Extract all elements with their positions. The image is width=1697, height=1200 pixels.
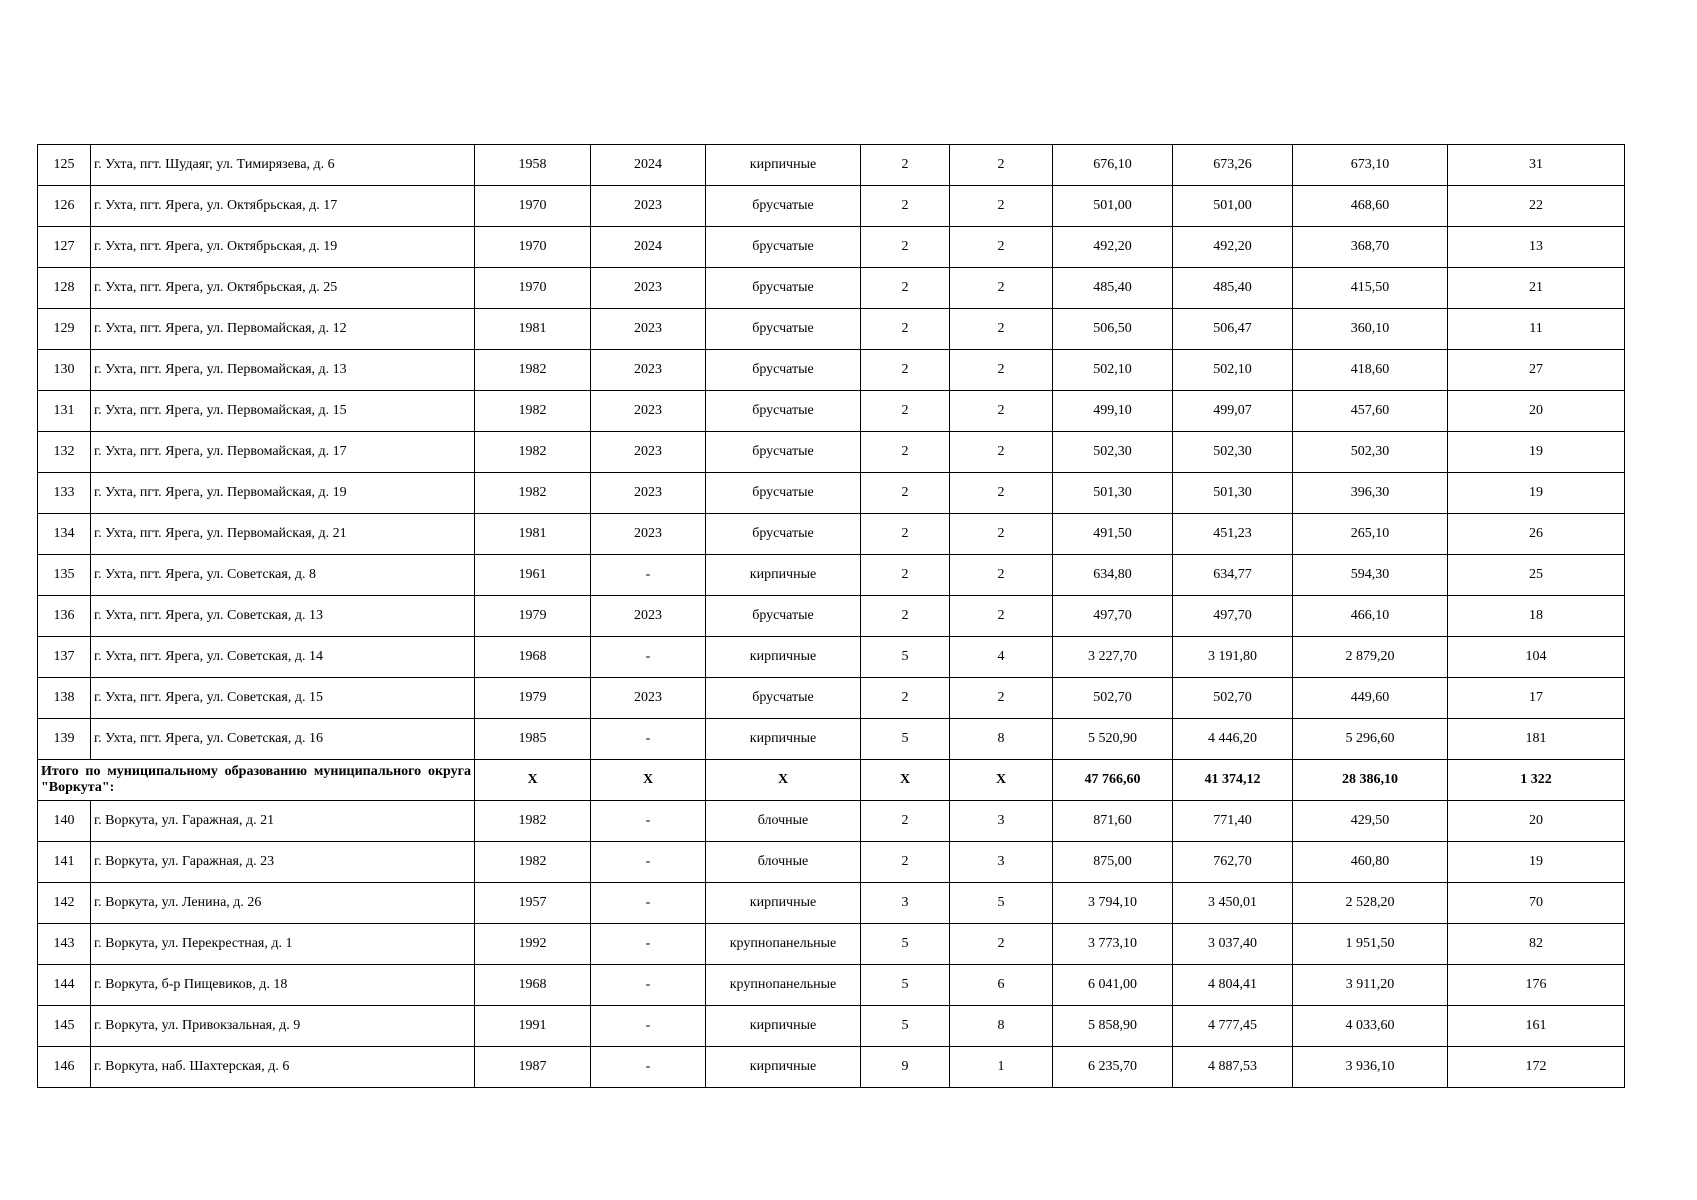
table-row (38, 719, 1625, 760)
cell-material: крупнопанельные (706, 965, 861, 1006)
cell-material: брусчатые (706, 227, 861, 268)
cell-area-living: 485,40 (1173, 268, 1293, 309)
cell-number: 144 (38, 965, 91, 1006)
cell-year-built: 1968 (475, 965, 591, 1006)
table-row (38, 637, 1625, 678)
cell-material: брусчатые (706, 268, 861, 309)
total-area-total: 47 766,60 (1053, 760, 1173, 801)
cell-number: 130 (38, 350, 91, 391)
cell-residents: 176 (1448, 965, 1625, 1006)
cell-area-living: 506,47 (1173, 309, 1293, 350)
cell-year-last: 2024 (591, 145, 706, 186)
cell-entrances: 2 (950, 473, 1053, 514)
table-row (38, 555, 1625, 596)
cell-area-private: 502,30 (1293, 432, 1448, 473)
cell-floors: 2 (861, 227, 950, 268)
cell-area-private: 466,10 (1293, 596, 1448, 637)
cell-year-built: 1961 (475, 555, 591, 596)
cell-number: 133 (38, 473, 91, 514)
cell-floors: 2 (861, 555, 950, 596)
cell-residents: 13 (1448, 227, 1625, 268)
cell-floors: 2 (861, 801, 950, 842)
cell-floors: 5 (861, 719, 950, 760)
total-label: Итого по муниципальному образованию муниципального округа "Воркута": (38, 760, 475, 801)
cell-area-total: 502,70 (1053, 678, 1173, 719)
cell-material: брусчатые (706, 678, 861, 719)
cell-number: 139 (38, 719, 91, 760)
cell-material: кирпичные (706, 637, 861, 678)
table-row (38, 432, 1625, 473)
cell-area-living: 634,77 (1173, 555, 1293, 596)
cell-area-total: 502,30 (1053, 432, 1173, 473)
cell-year-built: 1987 (475, 1047, 591, 1088)
cell-year-last: 2023 (591, 678, 706, 719)
cell-number: 142 (38, 883, 91, 924)
cell-residents: 19 (1448, 842, 1625, 883)
cell-material: блочные (706, 842, 861, 883)
table-row (38, 268, 1625, 309)
table-body-vorkuta (38, 801, 1625, 1088)
table-row (38, 186, 1625, 227)
cell-area-total: 634,80 (1053, 555, 1173, 596)
cell-area-private: 2 528,20 (1293, 883, 1448, 924)
cell-year-built: 1979 (475, 596, 591, 637)
cell-entrances: 8 (950, 719, 1053, 760)
cell-area-living: 502,10 (1173, 350, 1293, 391)
cell-entrances: 8 (950, 1006, 1053, 1047)
cell-entrances: 2 (950, 678, 1053, 719)
cell-number: 145 (38, 1006, 91, 1047)
cell-material: брусчатые (706, 473, 861, 514)
total-area-living: 41 374,12 (1173, 760, 1293, 801)
cell-year-last: - (591, 842, 706, 883)
cell-residents: 25 (1448, 555, 1625, 596)
table-body-ukhta (38, 145, 1625, 760)
cell-area-private: 265,10 (1293, 514, 1448, 555)
cell-address: г. Ухта, пгт. Шудаяг, ул. Тимирязева, д. 6 (91, 145, 475, 186)
cell-year-last: 2023 (591, 473, 706, 514)
cell-address: г. Ухта, пгт. Ярега, ул. Октябрьская, д. 17 (91, 186, 475, 227)
cell-address: г. Воркута, наб. Шахтерская, д. 6 (91, 1047, 475, 1088)
cell-area-living: 4 804,41 (1173, 965, 1293, 1006)
cell-residents: 21 (1448, 268, 1625, 309)
cell-floors: 9 (861, 1047, 950, 1088)
cell-area-living: 502,70 (1173, 678, 1293, 719)
cell-area-private: 1 951,50 (1293, 924, 1448, 965)
table-row (38, 1006, 1625, 1047)
table-row (38, 145, 1625, 186)
cell-year-last: - (591, 1006, 706, 1047)
cell-year-built: 1979 (475, 678, 591, 719)
table-row (38, 596, 1625, 637)
cell-year-built: 1970 (475, 227, 591, 268)
cell-area-living: 673,26 (1173, 145, 1293, 186)
cell-entrances: 2 (950, 555, 1053, 596)
cell-number: 131 (38, 391, 91, 432)
table-row (38, 924, 1625, 965)
cell-year-last: 2023 (591, 309, 706, 350)
cell-floors: 2 (861, 309, 950, 350)
cell-area-total: 5 520,90 (1053, 719, 1173, 760)
cell-residents: 27 (1448, 350, 1625, 391)
cell-number: 141 (38, 842, 91, 883)
cell-year-built: 1982 (475, 801, 591, 842)
cell-year-built: 1982 (475, 391, 591, 432)
cell-year-last: 2023 (591, 514, 706, 555)
cell-year-built: 1982 (475, 432, 591, 473)
cell-material: брусчатые (706, 350, 861, 391)
table-row (38, 801, 1625, 842)
table-row (38, 227, 1625, 268)
cell-residents: 20 (1448, 391, 1625, 432)
cell-year-last: 2023 (591, 596, 706, 637)
cell-number: 127 (38, 227, 91, 268)
cell-address: г. Воркута, ул. Гаражная, д. 23 (91, 842, 475, 883)
table-row (38, 309, 1625, 350)
cell-number: 136 (38, 596, 91, 637)
cell-address: г. Воркута, б-р Пищевиков, д. 18 (91, 965, 475, 1006)
cell-residents: 104 (1448, 637, 1625, 678)
cell-address: г. Ухта, пгт. Ярега, ул. Октябрьская, д. 19 (91, 227, 475, 268)
cell-year-built: 1968 (475, 637, 591, 678)
cell-area-living: 771,40 (1173, 801, 1293, 842)
cell-area-private: 396,30 (1293, 473, 1448, 514)
cell-year-last: - (591, 801, 706, 842)
cell-floors: 2 (861, 678, 950, 719)
cell-entrances: 2 (950, 309, 1053, 350)
table-body-total (38, 760, 1625, 801)
cell-residents: 82 (1448, 924, 1625, 965)
cell-area-private: 449,60 (1293, 678, 1448, 719)
cell-residents: 22 (1448, 186, 1625, 227)
cell-year-built: 1970 (475, 268, 591, 309)
cell-area-total: 6 041,00 (1053, 965, 1173, 1006)
cell-floors: 3 (861, 883, 950, 924)
cell-year-built: 1985 (475, 719, 591, 760)
cell-entrances: 2 (950, 432, 1053, 473)
cell-entrances: 2 (950, 145, 1053, 186)
cell-residents: 17 (1448, 678, 1625, 719)
cell-material: кирпичные (706, 1006, 861, 1047)
cell-area-total: 5 858,90 (1053, 1006, 1173, 1047)
cell-area-living: 501,30 (1173, 473, 1293, 514)
cell-year-built: 1982 (475, 842, 591, 883)
cell-area-living: 4 777,45 (1173, 1006, 1293, 1047)
cell-address: г. Ухта, пгт. Ярега, ул. Первомайская, д. 13 (91, 350, 475, 391)
cell-entrances: 2 (950, 514, 1053, 555)
cell-material: кирпичные (706, 555, 861, 596)
cell-year-last: - (591, 883, 706, 924)
cell-address: г. Ухта, пгт. Ярега, ул. Первомайская, д. 12 (91, 309, 475, 350)
cell-area-private: 360,10 (1293, 309, 1448, 350)
cell-year-built: 1982 (475, 350, 591, 391)
cell-year-last: 2023 (591, 268, 706, 309)
cell-area-private: 2 879,20 (1293, 637, 1448, 678)
cell-year-built: 1991 (475, 1006, 591, 1047)
cell-year-built: 1982 (475, 473, 591, 514)
cell-area-total: 871,60 (1053, 801, 1173, 842)
cell-entrances: 2 (950, 268, 1053, 309)
table-row (38, 391, 1625, 432)
cell-residents: 161 (1448, 1006, 1625, 1047)
cell-material: брусчатые (706, 596, 861, 637)
table-row (38, 350, 1625, 391)
cell-material: крупнопанельные (706, 924, 861, 965)
cell-floors: 2 (861, 473, 950, 514)
total-year-built: X (475, 760, 591, 801)
total-residents: 1 322 (1448, 760, 1625, 801)
cell-area-living: 3 191,80 (1173, 637, 1293, 678)
cell-area-private: 418,60 (1293, 350, 1448, 391)
cell-floors: 5 (861, 1006, 950, 1047)
cell-area-private: 429,50 (1293, 801, 1448, 842)
cell-address: г. Ухта, пгт. Ярега, ул. Первомайская, д. 19 (91, 473, 475, 514)
table-row (38, 514, 1625, 555)
cell-address: г. Ухта, пгт. Ярега, ул. Первомайская, д. 15 (91, 391, 475, 432)
cell-entrances: 1 (950, 1047, 1053, 1088)
cell-year-last: 2023 (591, 432, 706, 473)
cell-area-living: 3 037,40 (1173, 924, 1293, 965)
table-row (38, 678, 1625, 719)
cell-material: кирпичные (706, 145, 861, 186)
cell-year-built: 1970 (475, 186, 591, 227)
total-entrances: X (950, 760, 1053, 801)
cell-residents: 172 (1448, 1047, 1625, 1088)
cell-area-private: 468,60 (1293, 186, 1448, 227)
cell-area-total: 3 227,70 (1053, 637, 1173, 678)
cell-area-total: 501,30 (1053, 473, 1173, 514)
cell-address: г. Ухта, пгт. Ярега, ул. Советская, д. 16 (91, 719, 475, 760)
cell-address: г. Воркута, ул. Ленина, д. 26 (91, 883, 475, 924)
cell-floors: 2 (861, 391, 950, 432)
table-row (38, 965, 1625, 1006)
cell-floors: 5 (861, 637, 950, 678)
cell-address: г. Воркута, ул. Гаражная, д. 21 (91, 801, 475, 842)
cell-residents: 70 (1448, 883, 1625, 924)
cell-area-total: 3 794,10 (1053, 883, 1173, 924)
cell-area-total: 875,00 (1053, 842, 1173, 883)
cell-area-total: 502,10 (1053, 350, 1173, 391)
cell-floors: 2 (861, 186, 950, 227)
total-floors: X (861, 760, 950, 801)
cell-year-built: 1957 (475, 883, 591, 924)
cell-floors: 2 (861, 432, 950, 473)
cell-area-living: 492,20 (1173, 227, 1293, 268)
cell-number: 146 (38, 1047, 91, 1088)
cell-year-last: - (591, 924, 706, 965)
cell-number: 140 (38, 801, 91, 842)
cell-entrances: 3 (950, 842, 1053, 883)
cell-area-total: 506,50 (1053, 309, 1173, 350)
cell-area-total: 499,10 (1053, 391, 1173, 432)
cell-number: 128 (38, 268, 91, 309)
cell-area-living: 762,70 (1173, 842, 1293, 883)
cell-residents: 19 (1448, 473, 1625, 514)
cell-year-last: - (591, 965, 706, 1006)
cell-material: кирпичные (706, 719, 861, 760)
cell-floors: 2 (861, 350, 950, 391)
cell-residents: 18 (1448, 596, 1625, 637)
cell-area-total: 491,50 (1053, 514, 1173, 555)
cell-number: 143 (38, 924, 91, 965)
cell-material: блочные (706, 801, 861, 842)
cell-area-private: 368,70 (1293, 227, 1448, 268)
cell-entrances: 2 (950, 350, 1053, 391)
cell-area-private: 5 296,60 (1293, 719, 1448, 760)
cell-floors: 2 (861, 514, 950, 555)
cell-year-last: - (591, 637, 706, 678)
cell-entrances: 4 (950, 637, 1053, 678)
cell-number: 135 (38, 555, 91, 596)
cell-area-living: 497,70 (1173, 596, 1293, 637)
cell-year-last: 2023 (591, 186, 706, 227)
cell-material: брусчатые (706, 432, 861, 473)
cell-area-total: 3 773,10 (1053, 924, 1173, 965)
cell-floors: 2 (861, 842, 950, 883)
cell-year-built: 1981 (475, 309, 591, 350)
cell-area-private: 594,30 (1293, 555, 1448, 596)
cell-area-private: 460,80 (1293, 842, 1448, 883)
cell-number: 138 (38, 678, 91, 719)
cell-area-total: 6 235,70 (1053, 1047, 1173, 1088)
cell-area-living: 501,00 (1173, 186, 1293, 227)
cell-residents: 26 (1448, 514, 1625, 555)
cell-area-private: 3 911,20 (1293, 965, 1448, 1006)
cell-entrances: 2 (950, 186, 1053, 227)
cell-address: г. Ухта, пгт. Ярега, ул. Советская, д. 15 (91, 678, 475, 719)
cell-year-last: 2023 (591, 350, 706, 391)
cell-area-total: 492,20 (1053, 227, 1173, 268)
cell-entrances: 2 (950, 596, 1053, 637)
cell-address: г. Ухта, пгт. Ярега, ул. Первомайская, д. 21 (91, 514, 475, 555)
cell-area-living: 502,30 (1173, 432, 1293, 473)
cell-residents: 31 (1448, 145, 1625, 186)
cell-floors: 2 (861, 145, 950, 186)
cell-entrances: 2 (950, 227, 1053, 268)
cell-floors: 5 (861, 965, 950, 1006)
total-material: X (706, 760, 861, 801)
cell-address: г. Ухта, пгт. Ярега, ул. Советская, д. 14 (91, 637, 475, 678)
cell-year-last: - (591, 719, 706, 760)
cell-residents: 181 (1448, 719, 1625, 760)
cell-material: брусчатые (706, 186, 861, 227)
cell-year-built: 1981 (475, 514, 591, 555)
cell-address: г. Ухта, пгт. Ярега, ул. Советская, д. 13 (91, 596, 475, 637)
cell-material: кирпичные (706, 883, 861, 924)
cell-residents: 20 (1448, 801, 1625, 842)
cell-address: г. Воркута, ул. Перекрестная, д. 1 (91, 924, 475, 965)
cell-area-living: 451,23 (1173, 514, 1293, 555)
table-row (38, 1047, 1625, 1088)
cell-entrances: 3 (950, 801, 1053, 842)
cell-area-living: 4 887,53 (1173, 1047, 1293, 1088)
cell-address: г. Ухта, пгт. Ярега, ул. Первомайская, д. 17 (91, 432, 475, 473)
cell-area-total: 497,70 (1053, 596, 1173, 637)
cell-number: 134 (38, 514, 91, 555)
cell-area-private: 3 936,10 (1293, 1047, 1448, 1088)
cell-area-total: 676,10 (1053, 145, 1173, 186)
cell-entrances: 2 (950, 391, 1053, 432)
cell-number: 125 (38, 145, 91, 186)
cell-area-private: 4 033,60 (1293, 1006, 1448, 1047)
cell-floors: 5 (861, 924, 950, 965)
cell-number: 126 (38, 186, 91, 227)
cell-number: 132 (38, 432, 91, 473)
cell-area-total: 501,00 (1053, 186, 1173, 227)
cell-entrances: 5 (950, 883, 1053, 924)
cell-area-private: 457,60 (1293, 391, 1448, 432)
cell-material: брусчатые (706, 391, 861, 432)
cell-area-total: 485,40 (1053, 268, 1173, 309)
document-page (37, 144, 1624, 1088)
cell-entrances: 6 (950, 965, 1053, 1006)
cell-address: г. Ухта, пгт. Ярега, ул. Советская, д. 8 (91, 555, 475, 596)
cell-entrances: 2 (950, 924, 1053, 965)
cell-area-living: 3 450,01 (1173, 883, 1293, 924)
cell-number: 129 (38, 309, 91, 350)
cell-number: 137 (38, 637, 91, 678)
cell-area-private: 673,10 (1293, 145, 1448, 186)
cell-year-built: 1992 (475, 924, 591, 965)
total-area-private: 28 386,10 (1293, 760, 1448, 801)
cell-area-living: 4 446,20 (1173, 719, 1293, 760)
cell-year-built: 1958 (475, 145, 591, 186)
cell-year-last: 2023 (591, 391, 706, 432)
total-row (38, 760, 1625, 801)
cell-address: г. Воркута, ул. Привокзальная, д. 9 (91, 1006, 475, 1047)
cell-material: кирпичные (706, 1047, 861, 1088)
housing-register-table (37, 144, 1625, 1088)
cell-floors: 2 (861, 268, 950, 309)
cell-year-last: - (591, 1047, 706, 1088)
cell-area-private: 415,50 (1293, 268, 1448, 309)
table-row (38, 842, 1625, 883)
table-row (38, 473, 1625, 514)
table-row (38, 883, 1625, 924)
cell-residents: 11 (1448, 309, 1625, 350)
total-year-last: X (591, 760, 706, 801)
cell-material: брусчатые (706, 514, 861, 555)
cell-address: г. Ухта, пгт. Ярега, ул. Октябрьская, д. 25 (91, 268, 475, 309)
cell-material: брусчатые (706, 309, 861, 350)
cell-year-last: 2024 (591, 227, 706, 268)
cell-year-last: - (591, 555, 706, 596)
cell-floors: 2 (861, 596, 950, 637)
cell-area-living: 499,07 (1173, 391, 1293, 432)
cell-residents: 19 (1448, 432, 1625, 473)
